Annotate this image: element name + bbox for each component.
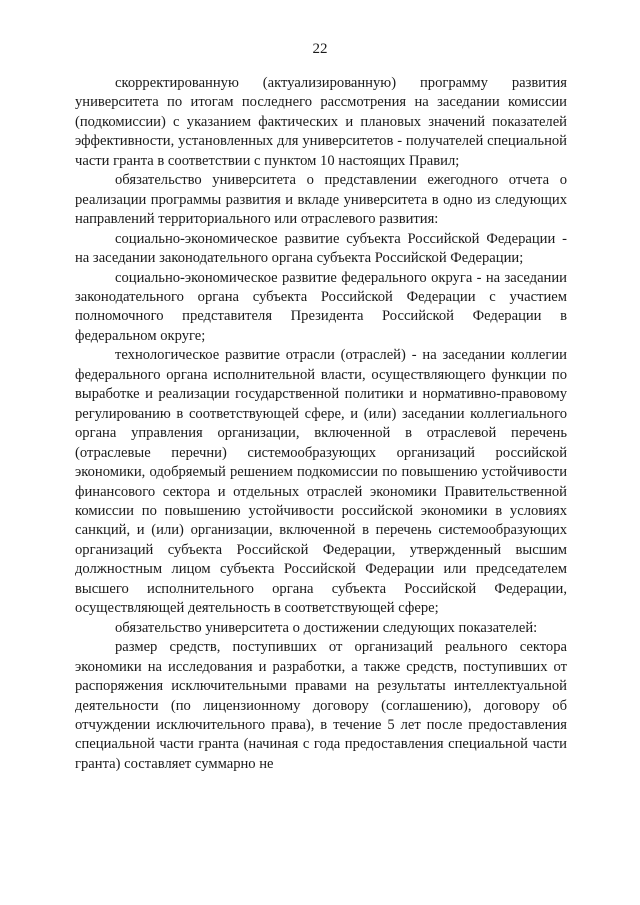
paragraph-indicators-obligation: обязательство университета о достижении следующих показателей: — [115, 619, 538, 636]
page-number: 22 — [312, 41, 328, 57]
paragraph-industry-development: технологическое развитие отрасли (отраслей) - на заседании коллегии федерального органа исполнительной власти, осуществляющего функции по выработке и реализации государственной политики и нормативно-правовому регулированию в соответствующей сфере, и (или) заседании коллегиального органа управления организации, включенной в отраслевой перечень (отраслевые перечни) системообразующих организаций российской экономики, одобряемый решением подкомиссии по повышению устойчивости финансового сектора и отдельных отраслей экономики Правительственной комиссии по повышению устойчивости российской экономики в условиях санкций, и (или) организации, включенной в перечень системообразующих организаций субъекта Российской Федерации, утвержденный высшим должностным лицом субъекта Российской Федерации или председателем высшего исполнительного органа субъекта Российской Федерации, осуществляющей деятельность в соответствующей сфере; — [75, 347, 567, 617]
document-body — [75, 74, 567, 774]
paragraph-funding-indicator: размер средств, поступивших от организаций реального сектора экономики на исследования и разработки, а также средств, поступивших от распоряжения исключительными правами на результаты интеллектуальной деятельности (по лицензионному договору (соглашению), договору об отчуждении исключительного права), в течение 5 лет после предоставления специальной части гранта (начиная с года предоставления специальной части гранта) составляет суммарно не — [75, 639, 567, 772]
paragraph-regional-development: социально-экономическое развитие субъекта Российской Федерации - на заседании законодательного органа субъекта Российской Федерации; — [75, 230, 567, 267]
paragraph-federal-district-development: социально-экономическое развитие федерального округа - на заседании законодательного органа субъекта Российской Федерации с участием полномочного представителя Президента Российской Федерации в федеральном округе; — [75, 269, 567, 344]
paragraph-annual-report-obligation: обязательство университета о представлении ежегодного отчета о реализации программы развития и вкладе университета в одно из следующих направлений территориального или отраслевого развития: — [75, 172, 567, 228]
paragraph-program-update: скорректированную (актуализированную) программу развития университета по итогам последнего рассмотрения на заседании комиссии (подкомиссии) с указанием фактических и плановых значений показателей эффективности, установленных для университетов - получателей специальной части гранта в соответствии с пунктом 10 настоящих Правил; — [75, 75, 567, 169]
